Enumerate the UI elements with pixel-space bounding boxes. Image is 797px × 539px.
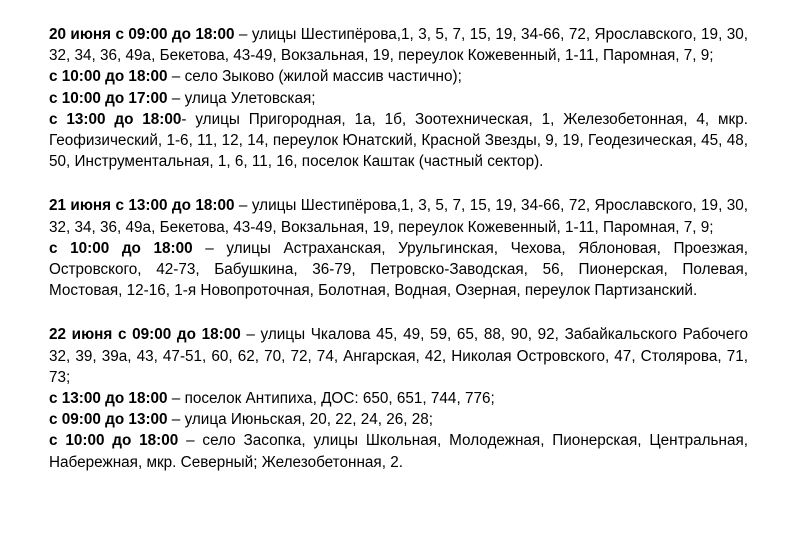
time-range: 20 июня с 09:00 до 18:00 bbox=[49, 26, 235, 43]
outage-schedule-document bbox=[49, 24, 748, 473]
address-list: – село Засопка, улицы Школьная, Молодежная, Пионерская, Центральная, Набережная, мкр. Северный; Железобетонная, 2. bbox=[49, 432, 748, 471]
schedule-paragraph bbox=[49, 88, 748, 109]
time-range: с 10:00 до 18:00 bbox=[49, 239, 193, 257]
schedule-paragraph bbox=[49, 24, 748, 66]
schedule-paragraph bbox=[49, 109, 748, 173]
address-list: – поселок Антипиха, ДОС: 650, 651, 744, 776; bbox=[167, 390, 495, 408]
schedule-paragraph bbox=[49, 388, 748, 409]
day-block-june-21 bbox=[49, 195, 748, 301]
time-range: с 10:00 до 18:00 bbox=[49, 432, 179, 450]
time-range: 22 июня с 09:00 до 18:00 bbox=[49, 326, 241, 344]
address-list: – улицы Шестипёрова,1, 3, 5, 7, 15, 19, 34-66, 72, Ярославского, 19, 30, 32, 34, 36, 49а, Бекетова, 43-49, Вокзальная, 19, переулок Кожевенный, 1-11, Паромная, 7, 9; bbox=[49, 197, 748, 236]
time-range: с 13:00 до 18:00 bbox=[49, 390, 168, 408]
schedule-paragraph bbox=[49, 409, 748, 430]
address-list: – улицы Чкалова 45, 49, 59, 65, 88, 90, 92, Забайкальского Рабочего 32, 39, 39а, 43, 47-51, 60, 62, 70, 72, 74, Ангарская, 42, Николая Островского, 47, Столярова, 71, 73; bbox=[49, 326, 748, 386]
time-range: с 10:00 до 17:00 bbox=[49, 89, 168, 107]
address-list: – улицы Шестипёрова,1, 3, 5, 7, 15, 19, 34-66, 72, Ярославского, 19, 30, 32, 34, 36, 49а, Бекетова, 43-49, Вокзальная, 19, переулок Кожевенный, 1-11, Паромная, 7, 9; bbox=[49, 26, 748, 65]
schedule-paragraph bbox=[49, 195, 748, 237]
address-list: – улицы Астраханская, Урульгинская, Чехова, Яблоновая, Проезжая, Островского, 42-73, Бабушкина, 36-79, Петровско-Заводская, 56, Пионерская, Полевая, Мостовая, 12-16, 1-я Новопроточная, Болотная, Водная, Озерная, переулок Партизанский. bbox=[49, 239, 748, 300]
schedule-paragraph bbox=[49, 430, 748, 472]
schedule-paragraph bbox=[49, 66, 748, 87]
address-list: – улица Июньская, 20, 22, 24, 26, 28; bbox=[167, 411, 434, 429]
day-block-june-22 bbox=[49, 324, 748, 472]
time-range: с 13:00 до 18:00 bbox=[49, 110, 182, 128]
day-block-june-20 bbox=[49, 24, 748, 172]
schedule-paragraph bbox=[49, 238, 748, 302]
time-range: с 09:00 до 13:00 bbox=[49, 411, 168, 429]
time-range: с 10:00 до 18:00 bbox=[49, 68, 168, 86]
schedule-paragraph bbox=[49, 324, 748, 388]
address-list: – улица Улетовская; bbox=[167, 89, 316, 107]
address-list: – село Зыково (жилой массив частично); bbox=[167, 68, 462, 86]
address-list: - улицы Пригородная, 1а, 1б, Зоотехническая, 1, Железобетонная, 4, мкр. Геофизический, 1-6, 11, 12, 14, переулок Юнатский, Красной Звезды, 9, 19, Геодезическая, 45, 48, 50, Инструментальная, 1, 6, 11, 16, поселок Каштак (частный сектор). bbox=[49, 110, 748, 171]
time-range: 21 июня с 13:00 до 18:00 bbox=[49, 197, 235, 215]
